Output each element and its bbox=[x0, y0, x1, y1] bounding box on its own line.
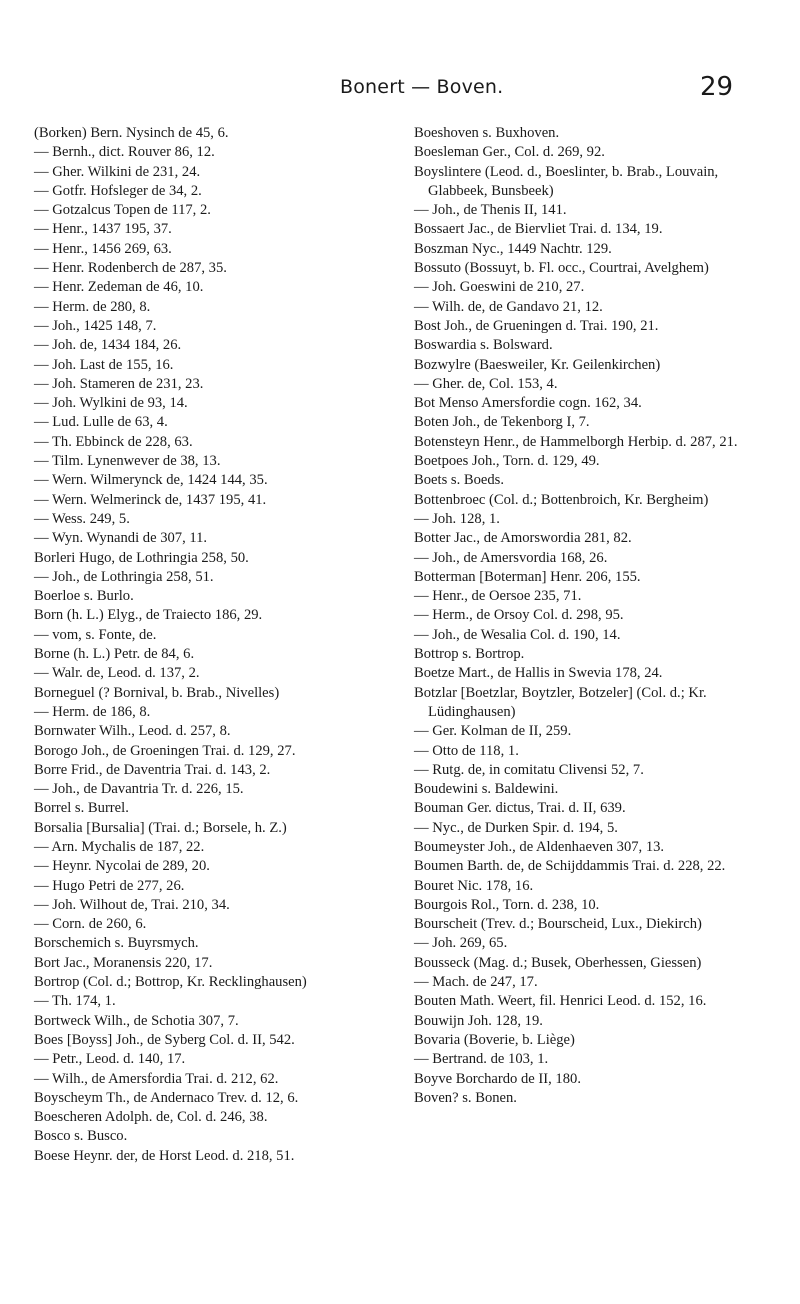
index-entry: Bornwater Wilh., Leod. d. 257, 8. bbox=[34, 723, 231, 740]
index-entry: Borleri Hugo, de Lothringia 258, 50. bbox=[34, 549, 249, 566]
index-entry: — Gotfr. Hofsleger de 34, 2. bbox=[34, 182, 202, 199]
index-entry: Boyslintere (Leod. d., Boeslinter, b. Brab., Louvain, Glabbeek, Bunsbeek) bbox=[414, 163, 719, 199]
index-entry: — Joh. Wilhout de, Trai. 210, 34. bbox=[34, 896, 230, 913]
index-entry: Boese Heynr. der, de Horst Leod. d. 218, 51. bbox=[34, 1147, 295, 1164]
index-entry: Borne (h. L.) Petr. de 84, 6. bbox=[34, 646, 195, 663]
index-entry: Botensteyn Henr., de Hammelborgh Herbip. d. 287, 21. bbox=[414, 433, 738, 450]
index-entry: — Th. Ebbinck de 228, 63. bbox=[34, 433, 193, 450]
index-entry: Boerloe s. Burlo. bbox=[34, 588, 134, 605]
index-entry: — Heynr. Nycolai de 289, 20. bbox=[34, 858, 210, 875]
index-entry: — Joh. Last de 155, 16. bbox=[34, 356, 174, 373]
index-entry: — Herm., de Orsoy Col. d. 298, 95. bbox=[414, 607, 624, 624]
index-entry: — Henr. Zedeman de 46, 10. bbox=[34, 279, 204, 296]
index-entry: Bovaria (Boverie, b. Liège) bbox=[414, 1031, 575, 1048]
index-entry: — Henr. Rodenberch de 287, 35. bbox=[34, 260, 227, 277]
index-entry: Bortweck Wilh., de Schotia 307, 7. bbox=[34, 1012, 239, 1029]
index-entry: — Joh. Wylkini de 93, 14. bbox=[34, 395, 188, 412]
index-entry: — Otto de 118, 1. bbox=[414, 742, 519, 759]
index-entry: — Joh. de, 1434 184, 26. bbox=[34, 337, 182, 354]
index-entry: Bortrop (Col. d.; Bottrop, Kr. Recklinghausen) bbox=[34, 974, 307, 991]
index-entry: Bourgois Rol., Torn. d. 238, 10. bbox=[414, 896, 600, 913]
index-entry: — Herm. de 186, 8. bbox=[34, 703, 151, 720]
index-entry: — Joh. Goeswini de 210, 27. bbox=[414, 279, 585, 296]
index-entry: — Lud. Lulle de 63, 4. bbox=[34, 414, 168, 431]
index-entry: — Wilh. de, de Gandavo 21, 12. bbox=[414, 298, 603, 315]
index-entry: — Arn. Mychalis de 187, 22. bbox=[34, 838, 205, 855]
index-entry: Boetpoes Joh., Torn. d. 129, 49. bbox=[414, 453, 600, 470]
index-entry: — Petr., Leod. d. 140, 17. bbox=[34, 1051, 186, 1068]
index-entry: — vom, s. Fonte, de. bbox=[34, 626, 157, 643]
index-entry: Boswardia s. Bolsward. bbox=[414, 337, 553, 354]
index-entry: — Wyn. Wynandi de 307, 11. bbox=[34, 530, 208, 547]
index-entry: — Joh., de Amersvordia 168, 26. bbox=[414, 549, 608, 566]
index-entry: — Rutg. de, in comitatu Clivensi 52, 7. bbox=[414, 761, 644, 778]
index-entry: Bouret Nic. 178, 16. bbox=[414, 877, 534, 894]
index-entry: — Gotzalcus Topen de 117, 2. bbox=[34, 202, 211, 219]
index-entry: Boudewini s. Baldewini. bbox=[414, 781, 559, 798]
index-entry: — Joh., de Davantria Tr. d. 226, 15. bbox=[34, 781, 244, 798]
index-entry: — Bertrand. de 103, 1. bbox=[414, 1051, 549, 1068]
index-entry: Boescheren Adolph. de, Col. d. 246, 38. bbox=[34, 1109, 268, 1126]
index-entry: Bouwijn Joh. 128, 19. bbox=[414, 1012, 543, 1029]
right-column bbox=[414, 124, 774, 1108]
index-entry: — Th. 174, 1. bbox=[34, 993, 116, 1010]
index-entry: — Wern. Wilmerynck de, 1424 144, 35. bbox=[34, 472, 268, 489]
index-entry: Boumen Barth. de, de Schijddammis Trai. d. 228, 22. bbox=[414, 858, 726, 875]
index-entry: — Joh., de Lothringia 258, 51. bbox=[34, 568, 214, 585]
index-entry: Boten Joh., de Tekenborg I, 7. bbox=[414, 414, 590, 431]
index-entry: Bousseck (Mag. d.; Busek, Oberhessen, Giessen) bbox=[414, 954, 702, 971]
index-entry: Bost Joh., de Grueningen d. Trai. 190, 21. bbox=[414, 317, 659, 334]
index-entry: Bot Menso Amersfordie cogn. 162, 34. bbox=[414, 395, 642, 412]
index-entry: — Gher. Wilkini de 231, 24. bbox=[34, 163, 201, 180]
index-entry: Botzlar [Boetzlar, Boytzler, Botzeler] (Col. d.; Kr. Lüdinghausen) bbox=[414, 684, 707, 720]
index-entry: — Joh. Stameren de 231, 23. bbox=[34, 375, 204, 392]
index-entry: Borneguel (? Bornival, b. Brab., Nivelles) bbox=[34, 684, 280, 701]
index-entry: Bossuto (Bossuyt, b. Fl. occ., Courtrai, Avelghem) bbox=[414, 260, 709, 277]
index-entry: Bouten Math. Weert, fil. Henrici Leod. d. 152, 16. bbox=[414, 993, 707, 1010]
index-entry: — Henr., 1456 269, 63. bbox=[34, 240, 172, 257]
index-entry: Bourscheit (Trev. d.; Bourscheid, Lux., Diekirch) bbox=[414, 916, 702, 933]
index-entry: Boyscheym Th., de Andernaco Trev. d. 12, 6. bbox=[34, 1089, 299, 1106]
index-entry: — Bernh., dict. Rouver 86, 12. bbox=[34, 144, 215, 161]
index-entry: Boumeyster Joh., de Aldenhaeven 307, 13. bbox=[414, 838, 665, 855]
index-entry: Bottrop s. Bortrop. bbox=[414, 646, 525, 663]
index-entry: Borrel s. Burrel. bbox=[34, 800, 129, 817]
index-entry: Botter Jac., de Amorswordia 281, 82. bbox=[414, 530, 632, 547]
index-entry: Boets s. Boeds. bbox=[414, 472, 504, 489]
index-entry: — Hugo Petri de 277, 26. bbox=[34, 877, 185, 894]
index-entry: — Corn. de 260, 6. bbox=[34, 916, 147, 933]
page-header bbox=[0, 72, 800, 112]
index-entry: — Joh. 128, 1. bbox=[414, 510, 500, 527]
index-entry: Borre Frid., de Daventria Trai. d. 143, 2. bbox=[34, 761, 271, 778]
index-entry: Bosco s. Busco. bbox=[34, 1128, 128, 1145]
index-entry: — Mach. de 247, 17. bbox=[414, 974, 538, 991]
index-entry: — Gher. de, Col. 153, 4. bbox=[414, 375, 558, 392]
index-entry: — Ger. Kolman de II, 259. bbox=[414, 723, 572, 740]
index-entry: Botterman [Boterman] Henr. 206, 155. bbox=[414, 568, 641, 585]
index-entry: — Tilm. Lynenwever de 38, 13. bbox=[34, 453, 221, 470]
index-entry: — Walr. de, Leod. d. 137, 2. bbox=[34, 665, 200, 682]
index-entry: (Borken) Bern. Nysinch de 45, 6. bbox=[34, 125, 229, 141]
running-head: Bonert — Boven. bbox=[340, 76, 504, 98]
page-number: 29 bbox=[700, 72, 734, 102]
index-entry: Boetze Mart., de Hallis in Swevia 178, 24. bbox=[414, 665, 663, 682]
index-entry: Boesleman Ger., Col. d. 269, 92. bbox=[414, 144, 605, 161]
index-entry: Bottenbroec (Col. d.; Bottenbroich, Kr. Bergheim) bbox=[414, 491, 709, 508]
index-entry: — Henr., 1437 195, 37. bbox=[34, 221, 172, 238]
index-entry: Boven? s. Bonen. bbox=[414, 1089, 517, 1106]
index-entry: Boyve Borchardo de II, 180. bbox=[414, 1070, 581, 1087]
index-entry: Borschemich s. Buyrsmych. bbox=[34, 935, 199, 952]
left-column bbox=[34, 124, 394, 1166]
index-entry: Bossaert Jac., de Biervliet Trai. d. 134, 19. bbox=[414, 221, 663, 238]
index-entry: — Joh., de Thenis II, 141. bbox=[414, 202, 567, 219]
index-entry: — Joh., de Wesalia Col. d. 190, 14. bbox=[414, 626, 621, 643]
index-entry: — Herm. de 280, 8. bbox=[34, 298, 151, 315]
index-entry: — Joh., 1425 148, 7. bbox=[34, 317, 157, 334]
index-entry: — Nyc., de Durken Spir. d. 194, 5. bbox=[414, 819, 618, 836]
index-entry: Borogo Joh., de Groeningen Trai. d. 129, 27. bbox=[34, 742, 296, 759]
index-entry: Boszman Nyc., 1449 Nachtr. 129. bbox=[414, 240, 612, 257]
index-entry: Bort Jac., Moranensis 220, 17. bbox=[34, 954, 213, 971]
index-entry: Born (h. L.) Elyg., de Traiecto 186, 29. bbox=[34, 607, 263, 624]
index-entry: — Wilh., de Amersfordia Trai. d. 212, 62. bbox=[34, 1070, 279, 1087]
index-entry: Boes [Boyss] Joh., de Syberg Col. d. II, 542. bbox=[34, 1031, 295, 1048]
index-entry: Bozwylre (Baesweiler, Kr. Geilenkirchen) bbox=[414, 356, 661, 373]
index-entry: Borsalia [Bursalia] (Trai. d.; Borsele, h. Z.) bbox=[34, 819, 287, 836]
index-entry: Bouman Ger. dictus, Trai. d. II, 639. bbox=[414, 800, 626, 817]
index-entry: Boeshoven s. Buxhoven. bbox=[414, 125, 560, 141]
index-entry: — Wern. Welmerinck de, 1437 195, 41. bbox=[34, 491, 267, 508]
index-entry: — Wess. 249, 5. bbox=[34, 510, 130, 527]
index-entry: — Henr., de Oersoe 235, 71. bbox=[414, 588, 582, 605]
index-entry: — Joh. 269, 65. bbox=[414, 935, 508, 952]
